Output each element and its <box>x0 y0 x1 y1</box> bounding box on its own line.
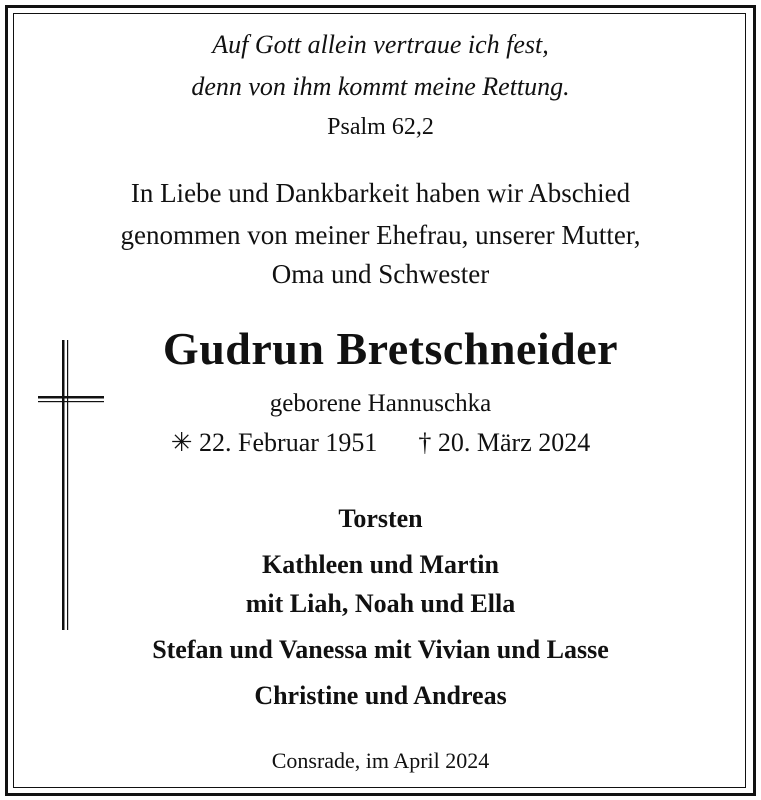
death-dagger-icon: † <box>418 428 432 457</box>
mourner-line-5: Christine und Andreas <box>254 681 507 710</box>
cross-icon <box>38 340 104 630</box>
mourner-line-1: Torsten <box>338 504 423 533</box>
deceased-name: Gudrun Bretschneider <box>162 323 619 374</box>
verse-line-2: denn von ihm kommt meine Rettung. <box>191 72 570 101</box>
place-and-date: Consrade, im April 2024 <box>271 748 490 773</box>
verse-reference: Psalm 62,2 <box>327 114 434 140</box>
mourner-line-4: Stefan und Vanessa mit Vivian und Lasse <box>152 635 609 664</box>
verse-line-1: Auf Gott allein vertraue ich fest, <box>212 30 549 59</box>
maiden-name: geborene Hannuschka <box>269 390 492 417</box>
death-date: 20. März 2024 <box>437 428 591 457</box>
mourner-line-2: Kathleen und Martin <box>262 550 499 579</box>
intro-line-1: In Liebe und Dankbarkeit haben wir Abschied <box>130 178 631 208</box>
mourner-line-3: mit Liah, Noah und Ella <box>245 589 516 618</box>
life-dates <box>0 428 761 458</box>
intro-line-3: Oma und Schwester <box>271 259 490 289</box>
intro-line-2: genommen von meiner Ehefrau, unserer Mutter, <box>120 220 641 250</box>
birth-star-icon: ✳ <box>170 428 193 457</box>
birth-date: 22. Februar 1951 <box>199 428 378 457</box>
